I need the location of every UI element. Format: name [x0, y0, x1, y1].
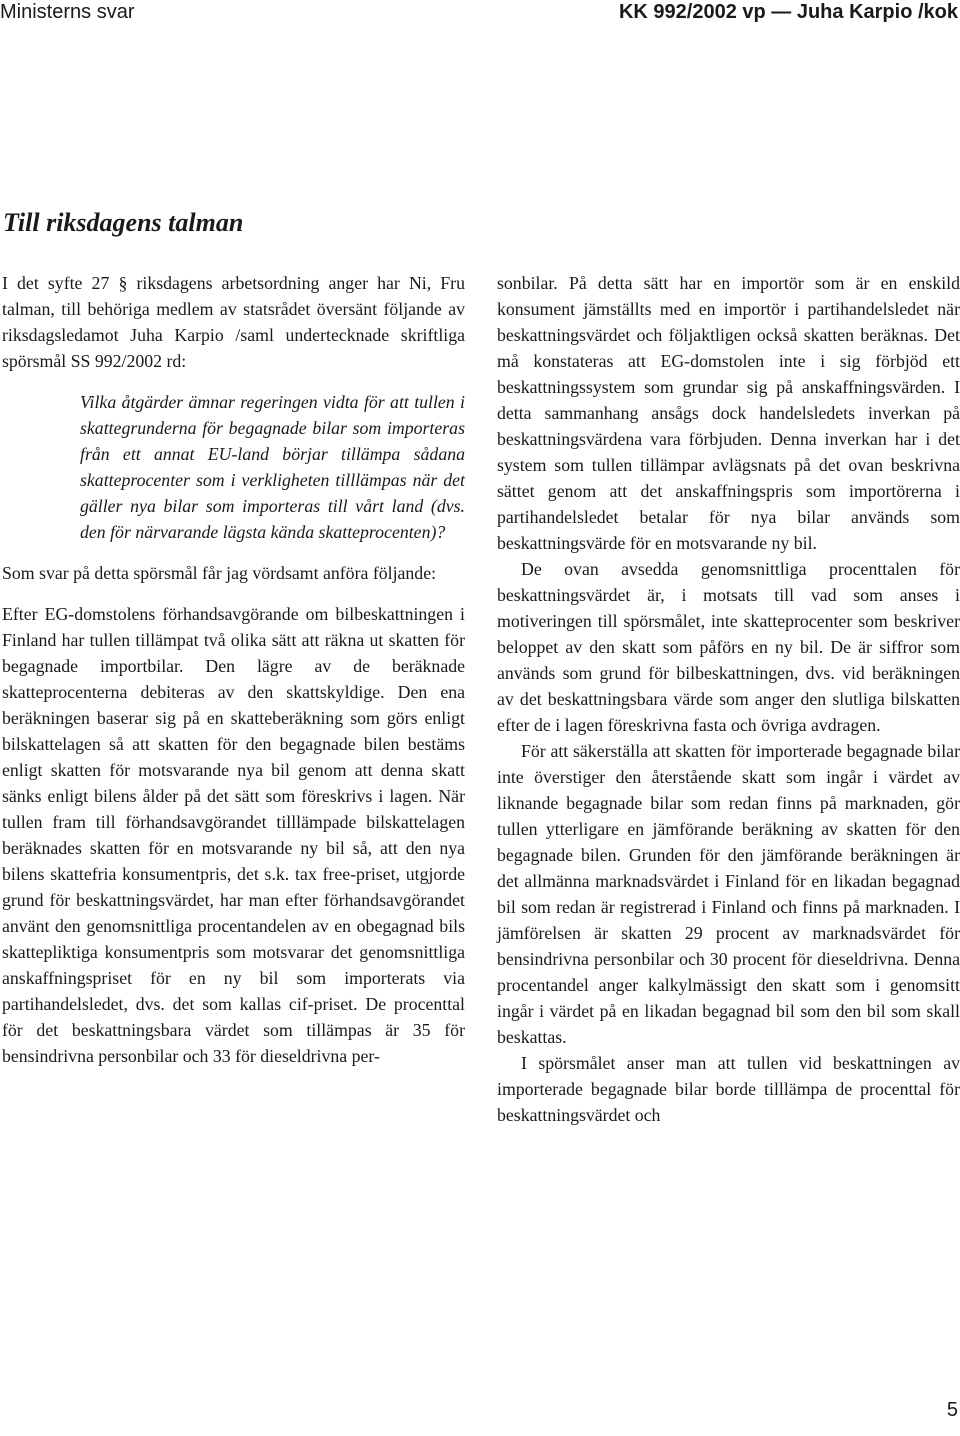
- header-left: Ministerns svar: [0, 1, 135, 23]
- paragraph-2: De ovan avsedda genomsnittliga procenttalen för beskattningsvärdet är, i motsats till vad som anses i motiveringen till spörsmålet, inte skatteprocenter som beskriver beloppet av den skatt som påförs en ny bil. De är siffror som används som grund för bilbeskattningen, dvs. vid beräkningen av det beskattningsbara värde som anger den slutliga bilskatten efter de i lagen föreskrivna fasta och övriga avdragen.: [497, 559, 960, 735]
- paragraph-3: För att säkerställa att skatten för importerade begagnade bilar inte överstiger den återstående skatt som ingår i värdet av liknande begagnade bilar som redan finns på marknaden, gör tullen ytterligare en jämförande beräkning av skatten för den begagnade bilen. Grunden för den jämförande beräkningen är det allmänna marknadsvärdet i Finland för en likadan begagnad bil som redan är registrerad i Finland och finns på marknaden. I jämförelsen är skatten 29 procent av marknadsvärdet för bensindrivna personbilar och 30 procent för dieseldrivna. Denna procentandel anger kalkylmässigt den skatt som i genomsitt ingår i värdet på en likadan begagnad bil som den bil som skall beskattas.: [497, 741, 960, 1047]
- paragraph-1-right: sonbilar. På detta sätt har en importör som är en enskild konsument jämställts med en importör i partihandelsledet när beskattningsvärdet och följaktligen också skatten beräknas. Det må konstateras att EG-domstolen inte i sig förbjöd ett beskattningssystem som grundar sig på anskaffningsvärden. I detta sammanhang ansågs dock handelsledets inverkan på beskattningsvärdena vara förbjuden. Denna inverkan har i det system som tullen tillämpar avlägsnats på det ovan beskrivna sättet genom att det anskaffningspris som importörerna i partihandelsledet betalar för nya bilar används som beskattningsvärde för en motsvarande ny bil.: [497, 273, 960, 553]
- paragraph-4: I spörsmålet anser man att tullen vid beskattningen av importerade begagnade bilar borde tilllämpa de procenttal för beskattningsvärdet och: [497, 1053, 960, 1125]
- header-right: KK 992/2002 vp — Juha Karpio /kok: [618, 1, 958, 23]
- page-title: Till riksdagens talman: [3, 208, 244, 237]
- question-quote: Vilka åtgärder ämnar regeringen vidta för att tullen i skattegrunderna för begagnade bilar som importeras från ett annat EU-land börjar tillämpa sådana skatteprocenter som i verkligheten tilllämpas när det gäller nya bilar som importeras till vårt land (dvs. den för närvarande lägsta kända skatteprocenten)?: [80, 392, 465, 542]
- intro-paragraph: I det syfte 27 § riksdagens arbetsordning anger har Ni, Fru talman, till behöriga medlem av statsrådet översänt följande av riksdagsledamot Juha Karpio /saml undertecknade skriftliga spörsmål SS 992/2002 rd:: [2, 273, 465, 371]
- paragraph-1-left: Efter EG-domstolens förhandsavgörande om bilbeskattningen i Finland har tullen tillämpat två olika sätt att räkna ut skatten för begagnade importbilar. Den lägre av de beräknade skatteprocenterna debiteras av den skattskyldige. Den ena beräkningen baserar sig på en skatteberäkning som görs enligt bilskattelagen så att skatten för den begagnade bilen bestäms enligt skatten för motsvarande nya bil genom att denna skatt sänks enligt bilens ålder på det sätt som föreskrivs i lagen. När tullen fram till förhandsavgörandet tilllämpade bilskattelagen beräknades skatten för en motsvarande ny bil så, att den nya bilens skattefria konsumentpris, det s.k. tax free-priset, utgjorde grund för beskattningsvärdet, har man efter förhandsavgörandet använt den genomsnittliga procentandelen av en obegagnad bils skattepliktiga konsumentpris som motsvarar det genomsnittliga anskaffningspriset för en ny bil som importerats via partihandelsledet, dvs. det som kallas cif-priset. De procenttal för det beskattningsbara värdet som tillämpas är 35 för bensindrivna personbilar och 33 för dieseldrivna per-: [2, 604, 465, 1066]
- left-column: [2, 270, 465, 1069]
- answer-intro: Som svar på detta spörsmål får jag vördsamt anföra följande:: [2, 563, 437, 583]
- page-number: 5: [946, 1399, 958, 1421]
- right-column: [497, 270, 960, 1128]
